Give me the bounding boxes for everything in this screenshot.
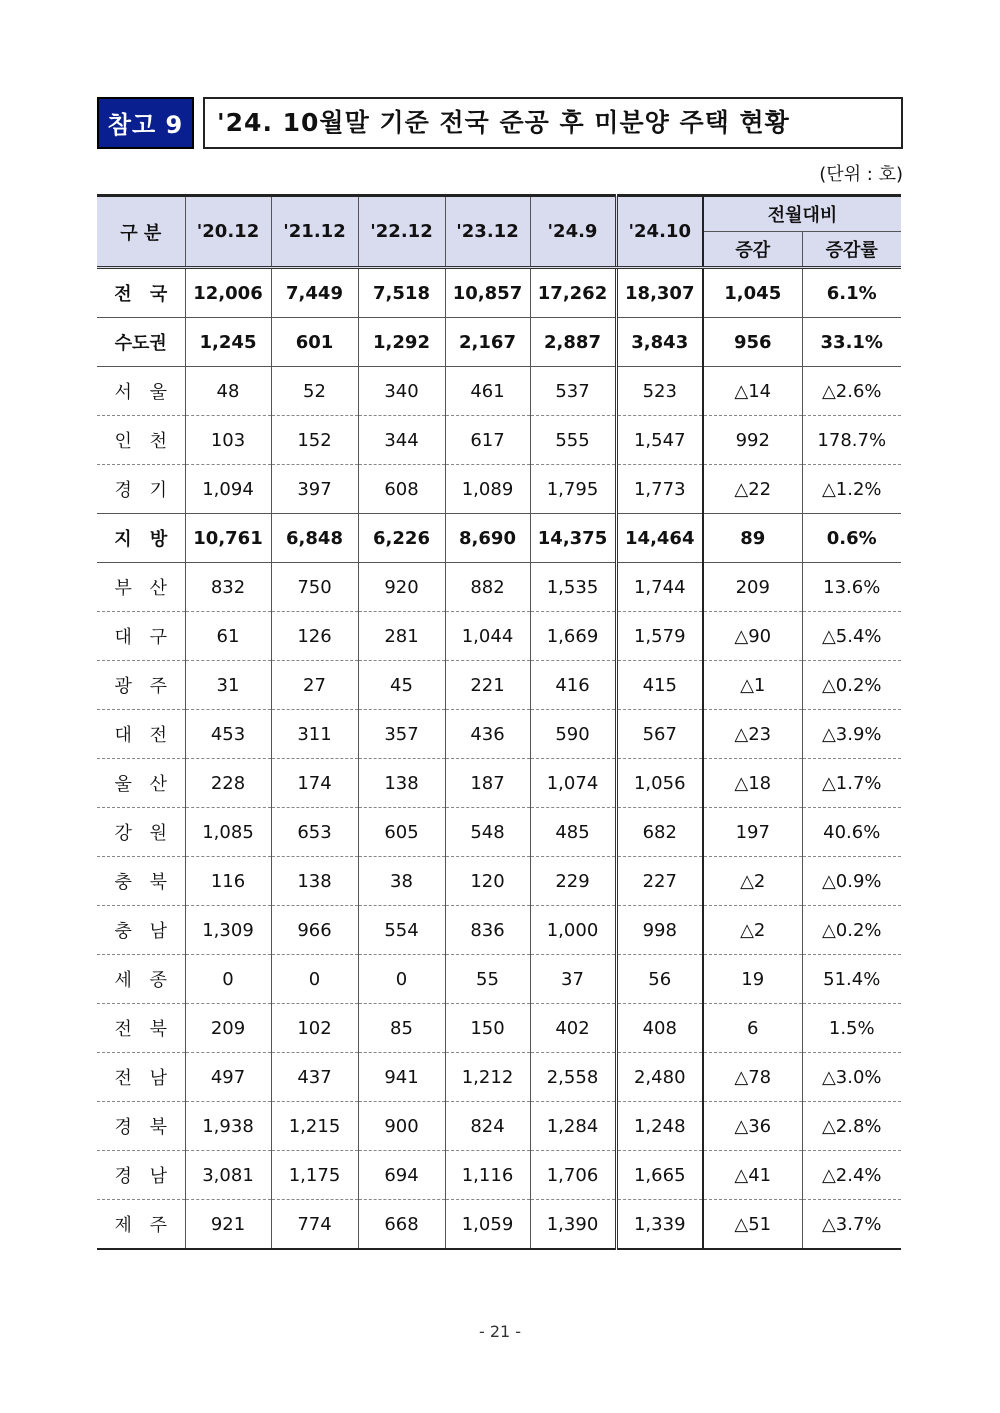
table-cell: 103	[185, 416, 271, 465]
table-cell: 485	[530, 808, 616, 857]
region-name: 대 구	[97, 612, 185, 661]
table-row	[97, 563, 901, 612]
table-cell: 1,215	[271, 1102, 358, 1151]
table-cell: 209	[185, 1004, 271, 1053]
table-cell: 567	[616, 710, 703, 759]
table-cell: 0	[358, 955, 445, 1004]
region-name: 울 산	[97, 759, 185, 808]
table-cell: 436	[445, 710, 530, 759]
table-cell: 19	[703, 955, 802, 1004]
table-cell: △3.7%	[802, 1200, 901, 1250]
table-cell: 1,579	[616, 612, 703, 661]
table-cell: 116	[185, 857, 271, 906]
table-cell: 2,558	[530, 1053, 616, 1102]
table-cell: 3,081	[185, 1151, 271, 1200]
table-cell: 397	[271, 465, 358, 514]
table-cell: △0.2%	[802, 661, 901, 710]
table-cell: 138	[358, 759, 445, 808]
table-cell: 1,116	[445, 1151, 530, 1200]
table-cell: 85	[358, 1004, 445, 1053]
table-cell: 402	[530, 1004, 616, 1053]
table-cell: 605	[358, 808, 445, 857]
table-cell: 2,480	[616, 1053, 703, 1102]
table-cell: 548	[445, 808, 530, 857]
table-cell: 227	[616, 857, 703, 906]
table-cell: 138	[271, 857, 358, 906]
table-cell: 1.5%	[802, 1004, 901, 1053]
table-cell: 1,059	[445, 1200, 530, 1250]
table-cell: 750	[271, 563, 358, 612]
table-cell: 221	[445, 661, 530, 710]
table-cell: 228	[185, 759, 271, 808]
table-cell: 554	[358, 906, 445, 955]
table-cell: 992	[703, 416, 802, 465]
table-cell: 1,045	[703, 268, 802, 318]
reference-badge: 참고 9	[97, 97, 194, 149]
table-cell: 1,339	[616, 1200, 703, 1250]
table-cell: 1,665	[616, 1151, 703, 1200]
table-cell: 497	[185, 1053, 271, 1102]
table-cell: 461	[445, 367, 530, 416]
table-cell: 956	[703, 318, 802, 367]
region-name: 경 기	[97, 465, 185, 514]
table-row	[97, 710, 901, 759]
region-name: 충 남	[97, 906, 185, 955]
table-cell: 40.6%	[802, 808, 901, 857]
table-cell: 61	[185, 612, 271, 661]
table-cell: 2,887	[530, 318, 616, 367]
region-name: 충 북	[97, 857, 185, 906]
table-cell: 1,074	[530, 759, 616, 808]
table-cell: 281	[358, 612, 445, 661]
table-cell: △1.7%	[802, 759, 901, 808]
unsold-housing-table	[97, 194, 901, 1250]
table-cell: 187	[445, 759, 530, 808]
table-cell: △78	[703, 1053, 802, 1102]
table-row	[97, 268, 901, 318]
table-cell: 33.1%	[802, 318, 901, 367]
table-cell: △2.8%	[802, 1102, 901, 1151]
table-cell: 27	[271, 661, 358, 710]
table-cell: 1,248	[616, 1102, 703, 1151]
table-row	[97, 465, 901, 514]
table-cell: 617	[445, 416, 530, 465]
title-row	[97, 97, 903, 149]
table-cell: 1,056	[616, 759, 703, 808]
table-cell: 340	[358, 367, 445, 416]
table-cell: 941	[358, 1053, 445, 1102]
table-cell: 694	[358, 1151, 445, 1200]
table-cell: 1,085	[185, 808, 271, 857]
region-name: 전 남	[97, 1053, 185, 1102]
header-col: '24.10	[616, 196, 703, 268]
table-row	[97, 857, 901, 906]
region-name: 인 천	[97, 416, 185, 465]
header-col: '24.9	[530, 196, 616, 268]
table-cell: 998	[616, 906, 703, 955]
table-cell: 174	[271, 759, 358, 808]
table-cell: 774	[271, 1200, 358, 1250]
table-cell: 966	[271, 906, 358, 955]
table-cell: △2.4%	[802, 1151, 901, 1200]
table-cell: 537	[530, 367, 616, 416]
table-cell: 6.1%	[802, 268, 901, 318]
table-row	[97, 514, 901, 563]
table-row	[97, 1004, 901, 1053]
table-cell: 14,375	[530, 514, 616, 563]
table-cell: 1,309	[185, 906, 271, 955]
header-col: '22.12	[358, 196, 445, 268]
table-cell: 344	[358, 416, 445, 465]
table-cell: 8,690	[445, 514, 530, 563]
table-cell: △23	[703, 710, 802, 759]
table-cell: 1,547	[616, 416, 703, 465]
header-change: 증감	[703, 232, 802, 268]
table-cell: △14	[703, 367, 802, 416]
table-cell: 608	[358, 465, 445, 514]
table-cell: 37	[530, 955, 616, 1004]
table-cell: △3.9%	[802, 710, 901, 759]
table-cell: △22	[703, 465, 802, 514]
table-cell: 89	[703, 514, 802, 563]
header-col: '20.12	[185, 196, 271, 268]
table-cell: 882	[445, 563, 530, 612]
table-cell: 590	[530, 710, 616, 759]
table-cell: △90	[703, 612, 802, 661]
table-cell: 1,175	[271, 1151, 358, 1200]
table-cell: 3,843	[616, 318, 703, 367]
table-row	[97, 416, 901, 465]
table-cell: 1,245	[185, 318, 271, 367]
table-cell: 1,773	[616, 465, 703, 514]
page-title: '24. 10월말 기준 전국 준공 후 미분양 주택 현황	[203, 97, 903, 149]
table-cell: 0.6%	[802, 514, 901, 563]
table-cell: 1,094	[185, 465, 271, 514]
region-name: 경 북	[97, 1102, 185, 1151]
table-cell: 1,744	[616, 563, 703, 612]
table-cell: 682	[616, 808, 703, 857]
region-name: 부 산	[97, 563, 185, 612]
table-cell: △2.6%	[802, 367, 901, 416]
table-cell: 408	[616, 1004, 703, 1053]
table-cell: 437	[271, 1053, 358, 1102]
table-cell: 1,292	[358, 318, 445, 367]
table-cell: 197	[703, 808, 802, 857]
region-name: 전 국	[114, 284, 174, 305]
table-row	[97, 1151, 901, 1200]
table-cell: 1,000	[530, 906, 616, 955]
table-cell: 1,535	[530, 563, 616, 612]
table-cell: 102	[271, 1004, 358, 1053]
table-cell: 209	[703, 563, 802, 612]
page-number: - 21 -	[478, 1322, 522, 1341]
table-cell: 1,795	[530, 465, 616, 514]
table-cell: 17,262	[530, 268, 616, 318]
table-cell: △2	[703, 906, 802, 955]
region-name: 지 방	[97, 514, 185, 563]
table-cell: 1,706	[530, 1151, 616, 1200]
table-cell: 832	[185, 563, 271, 612]
table-cell: 1,938	[185, 1102, 271, 1151]
table-row	[97, 1200, 901, 1250]
table-cell: 229	[530, 857, 616, 906]
table-cell: 55	[445, 955, 530, 1004]
table-cell: △0.2%	[802, 906, 901, 955]
table-cell: 555	[530, 416, 616, 465]
table-cell: 921	[185, 1200, 271, 1250]
table-cell: 523	[616, 367, 703, 416]
table-cell: 45	[358, 661, 445, 710]
table-cell: 10,761	[185, 514, 271, 563]
table-cell: 12,006	[185, 268, 271, 318]
table-cell: 1,212	[445, 1053, 530, 1102]
table-cell: △36	[703, 1102, 802, 1151]
region-name: 제 주	[97, 1200, 185, 1250]
unit-label: (단위 : 호)	[819, 164, 903, 185]
table-cell: 7,449	[271, 268, 358, 318]
table-row	[97, 759, 901, 808]
table-cell: △41	[703, 1151, 802, 1200]
table-cell: 7,518	[358, 268, 445, 318]
table-cell: 1,044	[445, 612, 530, 661]
table-cell: 126	[271, 612, 358, 661]
table-cell: 415	[616, 661, 703, 710]
table-row	[97, 367, 901, 416]
table-cell: 653	[271, 808, 358, 857]
table-cell: △18	[703, 759, 802, 808]
table-cell: 31	[185, 661, 271, 710]
table-row	[97, 906, 901, 955]
table-cell: 1,284	[530, 1102, 616, 1151]
table-cell: 920	[358, 563, 445, 612]
table-cell: 6	[703, 1004, 802, 1053]
table-cell: 668	[358, 1200, 445, 1250]
table-cell: △2	[703, 857, 802, 906]
table-cell: 152	[271, 416, 358, 465]
table-cell: 150	[445, 1004, 530, 1053]
table-cell: 357	[358, 710, 445, 759]
table-cell: △0.9%	[802, 857, 901, 906]
table-row	[97, 1053, 901, 1102]
table-cell: 824	[445, 1102, 530, 1151]
table-cell: 416	[530, 661, 616, 710]
header-col: '23.12	[445, 196, 530, 268]
table-cell: 453	[185, 710, 271, 759]
table-cell: 836	[445, 906, 530, 955]
table-cell: 120	[445, 857, 530, 906]
header-category: 구 분	[97, 196, 185, 268]
table-cell: 6,848	[271, 514, 358, 563]
region-name: 세 종	[97, 955, 185, 1004]
table-cell: 38	[358, 857, 445, 906]
region-name: 광 주	[97, 661, 185, 710]
table-cell: △1	[703, 661, 802, 710]
table-cell: 13.6%	[802, 563, 901, 612]
header-col: '21.12	[271, 196, 358, 268]
table-cell: 10,857	[445, 268, 530, 318]
table-cell: △5.4%	[802, 612, 901, 661]
table-cell: 1,669	[530, 612, 616, 661]
table-cell: 56	[616, 955, 703, 1004]
table-cell: 52	[271, 367, 358, 416]
header-change-rate: 증감률	[802, 232, 901, 268]
table-cell: 6,226	[358, 514, 445, 563]
table-cell: 1,089	[445, 465, 530, 514]
table-cell: 900	[358, 1102, 445, 1151]
region-name: 전 북	[97, 1004, 185, 1053]
table-row	[97, 955, 901, 1004]
region-name: 서 울	[97, 367, 185, 416]
table-cell: 311	[271, 710, 358, 759]
table-cell: 51.4%	[802, 955, 901, 1004]
table-cell: △3.0%	[802, 1053, 901, 1102]
table-row	[97, 661, 901, 710]
table-cell: 18,307	[616, 268, 703, 318]
table-cell: 0	[271, 955, 358, 1004]
table-cell: 178.7%	[802, 416, 901, 465]
region-name: 강 원	[97, 808, 185, 857]
table-cell: 14,464	[616, 514, 703, 563]
table-cell: △1.2%	[802, 465, 901, 514]
region-name: 경 남	[97, 1151, 185, 1200]
region-name: 수도권	[97, 318, 185, 367]
region-name: 대 전	[97, 710, 185, 759]
header-group-monthly: 전월대비	[703, 196, 901, 232]
table-cell: 48	[185, 367, 271, 416]
table-cell: △51	[703, 1200, 802, 1250]
table-row	[97, 1102, 901, 1151]
table-cell: 601	[271, 318, 358, 367]
table-cell: 0	[185, 955, 271, 1004]
table-row	[97, 318, 901, 367]
table-row	[97, 612, 901, 661]
table-row	[97, 808, 901, 857]
table-cell: 1,390	[530, 1200, 616, 1250]
table-cell: 2,167	[445, 318, 530, 367]
